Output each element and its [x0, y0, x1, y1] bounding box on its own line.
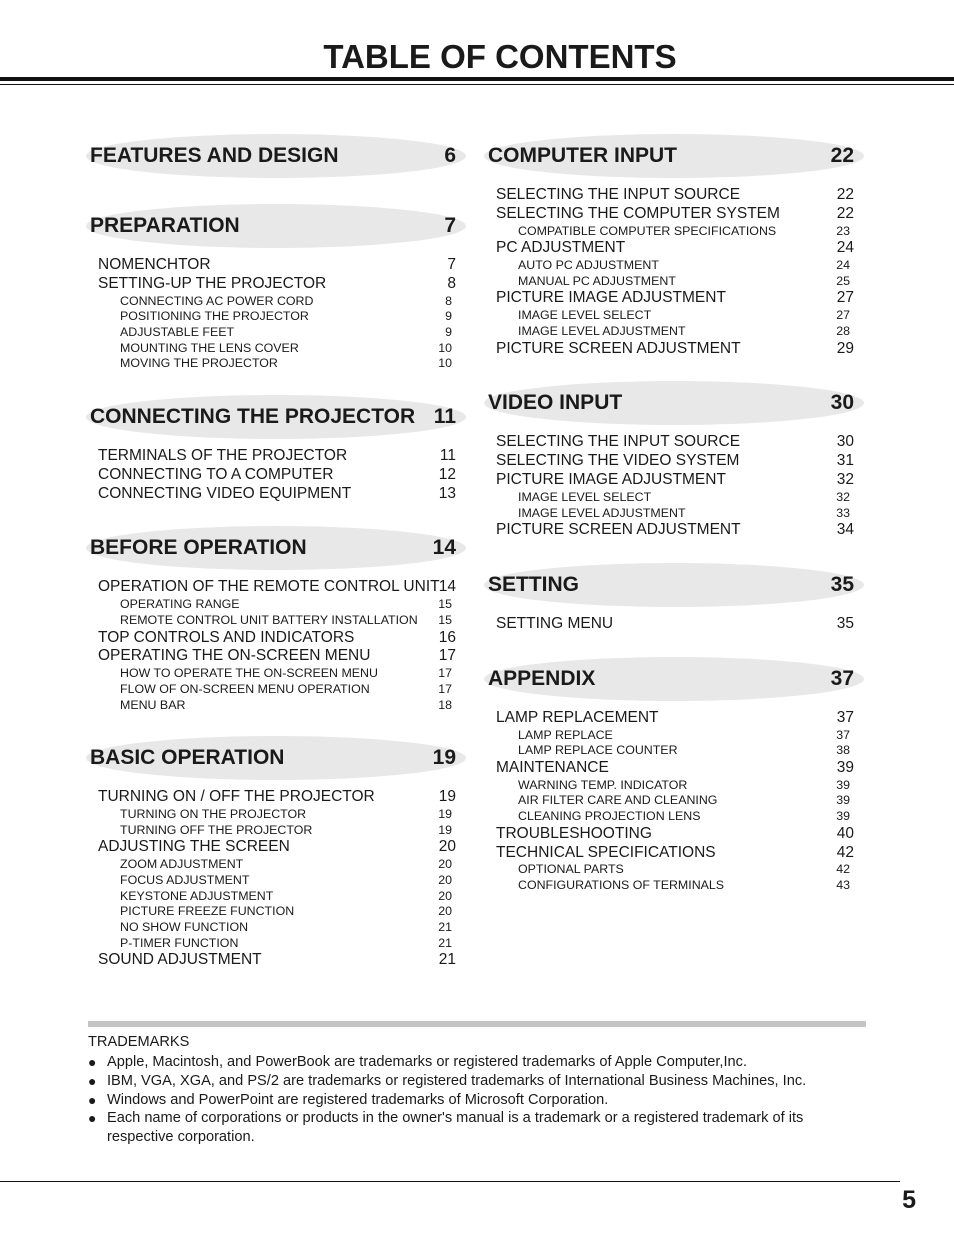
section-entries — [486, 615, 860, 634]
entry-label: MOVING THE PROJECTOR — [120, 356, 278, 371]
toc-subentry[interactable] — [88, 666, 462, 682]
entry-page-number: 14 — [438, 578, 456, 596]
toc-entry[interactable] — [88, 647, 462, 666]
page-title: TABLE OF CONTENTS — [323, 38, 677, 75]
entry-page-number: 19 — [438, 788, 456, 806]
section-title: APPENDIX — [488, 666, 596, 690]
entry-label: OPERATION OF THE REMOTE CONTROL UNIT — [98, 578, 440, 596]
entry-label: AIR FILTER CARE AND CLEANING — [518, 793, 718, 808]
section-heading[interactable] — [486, 128, 860, 178]
entry-page-number: 42 — [836, 843, 854, 861]
toc-subentry[interactable] — [486, 490, 860, 506]
entry-label: MOUNTING THE LENS COVER — [120, 340, 299, 355]
entry-page-number: 22 — [836, 186, 854, 203]
entry-page-number: 19 — [438, 822, 452, 837]
section-entries — [88, 578, 462, 713]
toc-section — [486, 375, 860, 540]
entry-page-number: 17 — [438, 647, 456, 665]
toc-entry[interactable] — [88, 788, 462, 807]
entry-page-number: 17 — [438, 666, 452, 681]
toc-subentry[interactable] — [88, 823, 462, 839]
toc-entry[interactable] — [486, 289, 860, 308]
entry-page-number: 39 — [836, 793, 850, 808]
entry-label: LAMP REPLACE COUNTER — [518, 743, 678, 758]
entry-label: PICTURE SCREEN ADJUSTMENT — [496, 521, 741, 539]
toc-subentry[interactable] — [486, 743, 860, 759]
section-heading[interactable] — [88, 730, 462, 780]
toc-subentry[interactable] — [486, 778, 860, 794]
entry-page-number: 21 — [438, 951, 456, 969]
entry-page-number: 27 — [836, 308, 850, 323]
toc-entry[interactable] — [486, 452, 860, 471]
entry-page-number: 25 — [836, 273, 850, 288]
toc-entry[interactable] — [486, 615, 860, 634]
toc-entry[interactable] — [88, 466, 462, 485]
entry-label: SELECTING THE INPUT SOURCE — [496, 186, 741, 203]
entry-label: SELECTING THE VIDEO SYSTEM — [496, 452, 740, 470]
entry-page-number: 38 — [836, 743, 850, 758]
entry-page-number: 8 — [447, 274, 456, 292]
entry-label: AUTO PC ADJUSTMENT — [518, 258, 659, 273]
trademark-item — [88, 1053, 868, 1072]
section-page-number: 19 — [432, 746, 456, 770]
entry-page-number: 17 — [438, 681, 452, 696]
entry-page-number: 29 — [836, 339, 854, 357]
trademark-item — [88, 1109, 868, 1147]
entry-label: PICTURE SCREEN ADJUSTMENT — [496, 339, 741, 357]
toc-entry[interactable] — [486, 844, 860, 863]
entry-page-number: 19 — [438, 807, 452, 822]
footer-rule — [0, 1181, 900, 1182]
trademarks-list — [88, 1053, 868, 1147]
toc-subentry[interactable] — [88, 698, 462, 714]
entry-label: CONNECTING TO A COMPUTER — [98, 465, 334, 483]
toc-subentry[interactable] — [88, 294, 462, 310]
section-title: BEFORE OPERATION — [90, 536, 307, 560]
entry-label: TURNING ON THE PROJECTOR — [120, 807, 307, 822]
entry-page-number: 24 — [836, 258, 850, 273]
toc-entry[interactable] — [88, 951, 462, 970]
section-page-number: 11 — [433, 405, 456, 429]
entry-label: ADJUSTING THE SCREEN — [98, 838, 290, 856]
toc-subentry[interactable] — [486, 878, 860, 894]
section-page-number: 7 — [444, 214, 456, 237]
entry-page-number: 13 — [438, 484, 456, 502]
toc-entry[interactable] — [88, 447, 462, 466]
entry-page-number: 33 — [836, 505, 850, 520]
entry-label: TROUBLESHOOTING — [496, 824, 652, 842]
entry-page-number: 30 — [836, 433, 854, 451]
title-rule-thin — [0, 84, 954, 85]
entry-label: CONNECTING VIDEO EQUIPMENT — [98, 484, 352, 502]
entry-page-number: 20 — [438, 838, 456, 856]
toc-subentry[interactable] — [486, 324, 860, 340]
entry-page-number: 11 — [439, 447, 456, 465]
entry-label: PICTURE IMAGE ADJUSTMENT — [496, 289, 726, 307]
toc-subentry[interactable] — [486, 258, 860, 274]
entry-label: TOP CONTROLS AND INDICATORS — [98, 628, 355, 646]
entry-label: NOMENCHTOR — [98, 256, 211, 273]
toc-entry[interactable] — [88, 485, 462, 504]
section-entries — [486, 186, 860, 358]
toc-entry[interactable] — [88, 256, 462, 275]
toc-subentry[interactable] — [88, 920, 462, 936]
entry-label: OPTIONAL PARTS — [518, 862, 624, 877]
section-page-number: 37 — [830, 666, 854, 690]
toc-section — [88, 128, 462, 178]
section-entries — [486, 709, 860, 894]
entry-page-number: 20 — [438, 888, 452, 903]
section-heading[interactable] — [88, 520, 462, 570]
entry-page-number: 28 — [836, 323, 850, 338]
toc-section — [88, 520, 462, 713]
bullet-icon: ● — [88, 1110, 97, 1127]
entry-label: COMPATIBLE COMPUTER SPECIFICATIONS — [518, 223, 777, 238]
section-title: FEATURES AND DESIGN — [90, 144, 339, 167]
trademarks-rule — [88, 1021, 866, 1027]
entry-page-number: 21 — [438, 919, 452, 934]
entry-page-number: 15 — [438, 597, 452, 612]
toc-subentry[interactable] — [88, 325, 462, 341]
entry-label: SOUND ADJUSTMENT — [98, 951, 262, 969]
bullet-icon: ● — [88, 1054, 97, 1070]
toc-section — [486, 128, 860, 358]
toc-subentry[interactable] — [486, 506, 860, 522]
entry-page-number: 32 — [836, 471, 854, 489]
entry-label: CLEANING PROJECTION LENS — [518, 809, 701, 824]
entry-page-number: 18 — [438, 697, 452, 712]
entry-label: NO SHOW FUNCTION — [120, 919, 249, 934]
entry-page-number: 23 — [836, 223, 850, 238]
toc-section — [486, 651, 860, 894]
entry-label: IMAGE LEVEL ADJUSTMENT — [518, 505, 686, 520]
toc-right-column — [486, 128, 860, 894]
entry-label: MENU BAR — [120, 697, 186, 712]
entry-page-number: 39 — [836, 809, 850, 824]
entry-page-number: 31 — [836, 452, 854, 470]
toc-subentry[interactable] — [88, 682, 462, 698]
section-heading[interactable] — [88, 198, 462, 248]
toc-subentry[interactable] — [88, 356, 462, 372]
entry-label: TURNING ON / OFF THE PROJECTOR — [98, 788, 375, 806]
entry-label: LAMP REPLACEMENT — [496, 708, 659, 726]
section-title: COMPUTER INPUT — [488, 144, 677, 167]
bullet-icon: ● — [88, 1072, 97, 1089]
entry-page-number: 37 — [836, 727, 850, 742]
toc-entry[interactable] — [486, 340, 860, 359]
toc-subentry[interactable] — [88, 597, 462, 613]
entry-label: IMAGE LEVEL SELECT — [518, 308, 652, 323]
section-title: BASIC OPERATION — [90, 746, 285, 770]
entry-label: P-TIMER FUNCTION — [120, 935, 239, 950]
toc-entry[interactable] — [486, 759, 860, 778]
toc-subentry[interactable] — [486, 728, 860, 744]
toc-entry[interactable] — [88, 838, 462, 857]
toc-entry[interactable] — [88, 578, 462, 597]
title-rule — [0, 77, 954, 81]
entry-label: TECHNICAL SPECIFICATIONS — [496, 843, 716, 861]
entry-page-number: 32 — [836, 489, 850, 504]
section-heading[interactable] — [486, 557, 860, 607]
entry-label: OPERATING THE ON-SCREEN MENU — [98, 647, 371, 665]
entry-page-number: 27 — [836, 289, 854, 307]
entry-page-number: 42 — [836, 862, 850, 877]
entry-page-number: 9 — [445, 324, 452, 339]
trademark-text: Each name of corporations or products in the owner's manual is a trademark or a registered trademark of its respective corporation. — [107, 1110, 804, 1146]
entry-label: FLOW OF ON-SCREEN MENU OPERATION — [120, 681, 370, 696]
entry-label: PICTURE IMAGE ADJUSTMENT — [496, 471, 726, 489]
entry-page-number: 15 — [438, 612, 452, 627]
toc-subentry[interactable] — [88, 309, 462, 325]
entry-page-number: 8 — [445, 293, 452, 308]
entry-page-number: 16 — [438, 628, 456, 646]
trademark-item — [88, 1091, 868, 1110]
toc-entry[interactable] — [486, 239, 860, 258]
toc-subentry[interactable] — [486, 224, 860, 240]
section-heading[interactable] — [88, 389, 462, 439]
toc-entry[interactable] — [486, 205, 860, 224]
entry-label: SETTING-UP THE PROJECTOR — [98, 274, 327, 292]
toc-entry[interactable] — [486, 825, 860, 844]
entry-page-number: 34 — [836, 521, 854, 539]
entry-label: SETTING MENU — [496, 614, 614, 632]
entry-page-number: 43 — [836, 878, 850, 893]
entry-page-number: 7 — [447, 256, 456, 273]
entry-page-number: 12 — [438, 465, 456, 483]
entry-label: KEYSTONE ADJUSTMENT — [120, 888, 274, 903]
entry-label: WARNING TEMP. INDICATOR — [518, 777, 688, 792]
section-title: SETTING — [488, 572, 580, 596]
entry-label: ZOOM ADJUSTMENT — [120, 857, 244, 872]
section-title: CONNECTING THE PROJECTOR — [90, 405, 416, 429]
entry-label: SELECTING THE INPUT SOURCE — [496, 433, 741, 451]
toc-subentry[interactable] — [88, 613, 462, 629]
entry-page-number: 40 — [836, 824, 854, 842]
entry-page-number: 35 — [836, 614, 854, 632]
toc-subentry[interactable] — [88, 889, 462, 905]
entry-page-number: 39 — [836, 777, 850, 792]
entry-page-number: 10 — [438, 340, 452, 355]
entry-label: REMOTE CONTROL UNIT BATTERY INSTALLATION — [120, 612, 418, 627]
section-page-number: 22 — [830, 144, 854, 167]
toc-entry[interactable] — [486, 433, 860, 452]
entry-label: OPERATING RANGE — [120, 597, 240, 612]
toc-entry[interactable] — [88, 629, 462, 648]
entry-page-number: 20 — [438, 904, 452, 919]
section-entries — [88, 788, 462, 970]
toc-subentry[interactable] — [486, 274, 860, 290]
entry-label: MAINTENANCE — [496, 758, 609, 776]
section-page-number: 35 — [830, 572, 854, 596]
toc-section — [88, 198, 462, 372]
entry-label: TURNING OFF THE PROJECTOR — [120, 822, 313, 837]
section-page-number: 30 — [830, 391, 854, 415]
entry-page-number: 20 — [438, 857, 452, 872]
toc-section — [88, 730, 462, 970]
entry-label: PC ADJUSTMENT — [496, 239, 626, 257]
entry-label: CONNECTING AC POWER CORD — [120, 293, 314, 308]
toc-entry[interactable] — [486, 471, 860, 490]
section-entries — [88, 256, 462, 372]
entry-label: MANUAL PC ADJUSTMENT — [518, 273, 676, 288]
section-page-number: 6 — [444, 144, 456, 167]
trademark-text: Windows and PowerPoint are registered trademarks of Microsoft Corporation. — [107, 1091, 609, 1108]
toc-entry[interactable] — [88, 275, 462, 294]
toc-subentry[interactable] — [88, 857, 462, 873]
section-heading[interactable] — [88, 128, 462, 178]
toc-subentry[interactable] — [486, 809, 860, 825]
trademark-text: IBM, VGA, XGA, and PS/2 are trademarks or registered trademarks of International Business Machines, Inc. — [107, 1072, 807, 1089]
entry-label: TERMINALS OF THE PROJECTOR — [98, 447, 348, 465]
toc-subentry[interactable] — [88, 904, 462, 920]
section-entries — [88, 447, 462, 503]
entry-page-number: 21 — [438, 935, 452, 950]
entry-label: HOW TO OPERATE THE ON-SCREEN MENU — [120, 666, 378, 681]
toc-entry[interactable] — [486, 709, 860, 728]
entry-page-number: 37 — [836, 708, 854, 726]
trademark-item — [88, 1072, 868, 1091]
entry-page-number: 9 — [445, 309, 452, 324]
bullet-icon: ● — [88, 1091, 97, 1108]
trademarks-heading: TRADEMARKS — [88, 1034, 190, 1050]
entry-label: LAMP REPLACE — [518, 727, 613, 742]
toc-section — [88, 389, 462, 503]
toc-subentry[interactable] — [486, 308, 860, 324]
toc-left-column — [88, 128, 462, 970]
section-title: PREPARATION — [90, 214, 240, 237]
entry-page-number: 10 — [438, 356, 452, 371]
entry-label: POSITIONING THE PROJECTOR — [120, 309, 309, 324]
entry-page-number: 20 — [438, 872, 452, 887]
entry-label: IMAGE LEVEL SELECT — [518, 489, 652, 504]
entry-page-number: 24 — [836, 239, 854, 257]
section-page-number: 14 — [432, 536, 456, 560]
entry-label: FOCUS ADJUSTMENT — [120, 872, 250, 887]
toc-subentry[interactable] — [88, 873, 462, 889]
section-title: VIDEO INPUT — [488, 391, 623, 415]
trademark-text: Apple, Macintosh, and PowerBook are trademarks or registered trademarks of Apple Computer,Inc. — [107, 1054, 748, 1070]
toc-subentry[interactable] — [486, 862, 860, 878]
entry-label: CONFIGURATIONS OF TERMINALS — [518, 878, 725, 893]
section-entries — [486, 433, 860, 540]
entry-label: PICTURE FREEZE FUNCTION — [120, 904, 295, 919]
toc-subentry[interactable] — [88, 936, 462, 952]
toc-section — [486, 557, 860, 634]
page-number: 5 — [902, 1186, 916, 1214]
entry-label: ADJUSTABLE FEET — [120, 324, 235, 339]
toc-subentry[interactable] — [486, 793, 860, 809]
toc-entry[interactable] — [486, 521, 860, 540]
entry-page-number: 39 — [836, 758, 854, 776]
entry-label: IMAGE LEVEL ADJUSTMENT — [518, 323, 686, 338]
toc-subentry[interactable] — [88, 807, 462, 823]
toc-subentry[interactable] — [88, 341, 462, 357]
toc-entry[interactable] — [486, 186, 860, 205]
section-heading[interactable] — [486, 651, 860, 701]
entry-page-number: 22 — [836, 204, 854, 222]
entry-label: SELECTING THE COMPUTER SYSTEM — [496, 204, 780, 222]
section-heading[interactable] — [486, 375, 860, 425]
